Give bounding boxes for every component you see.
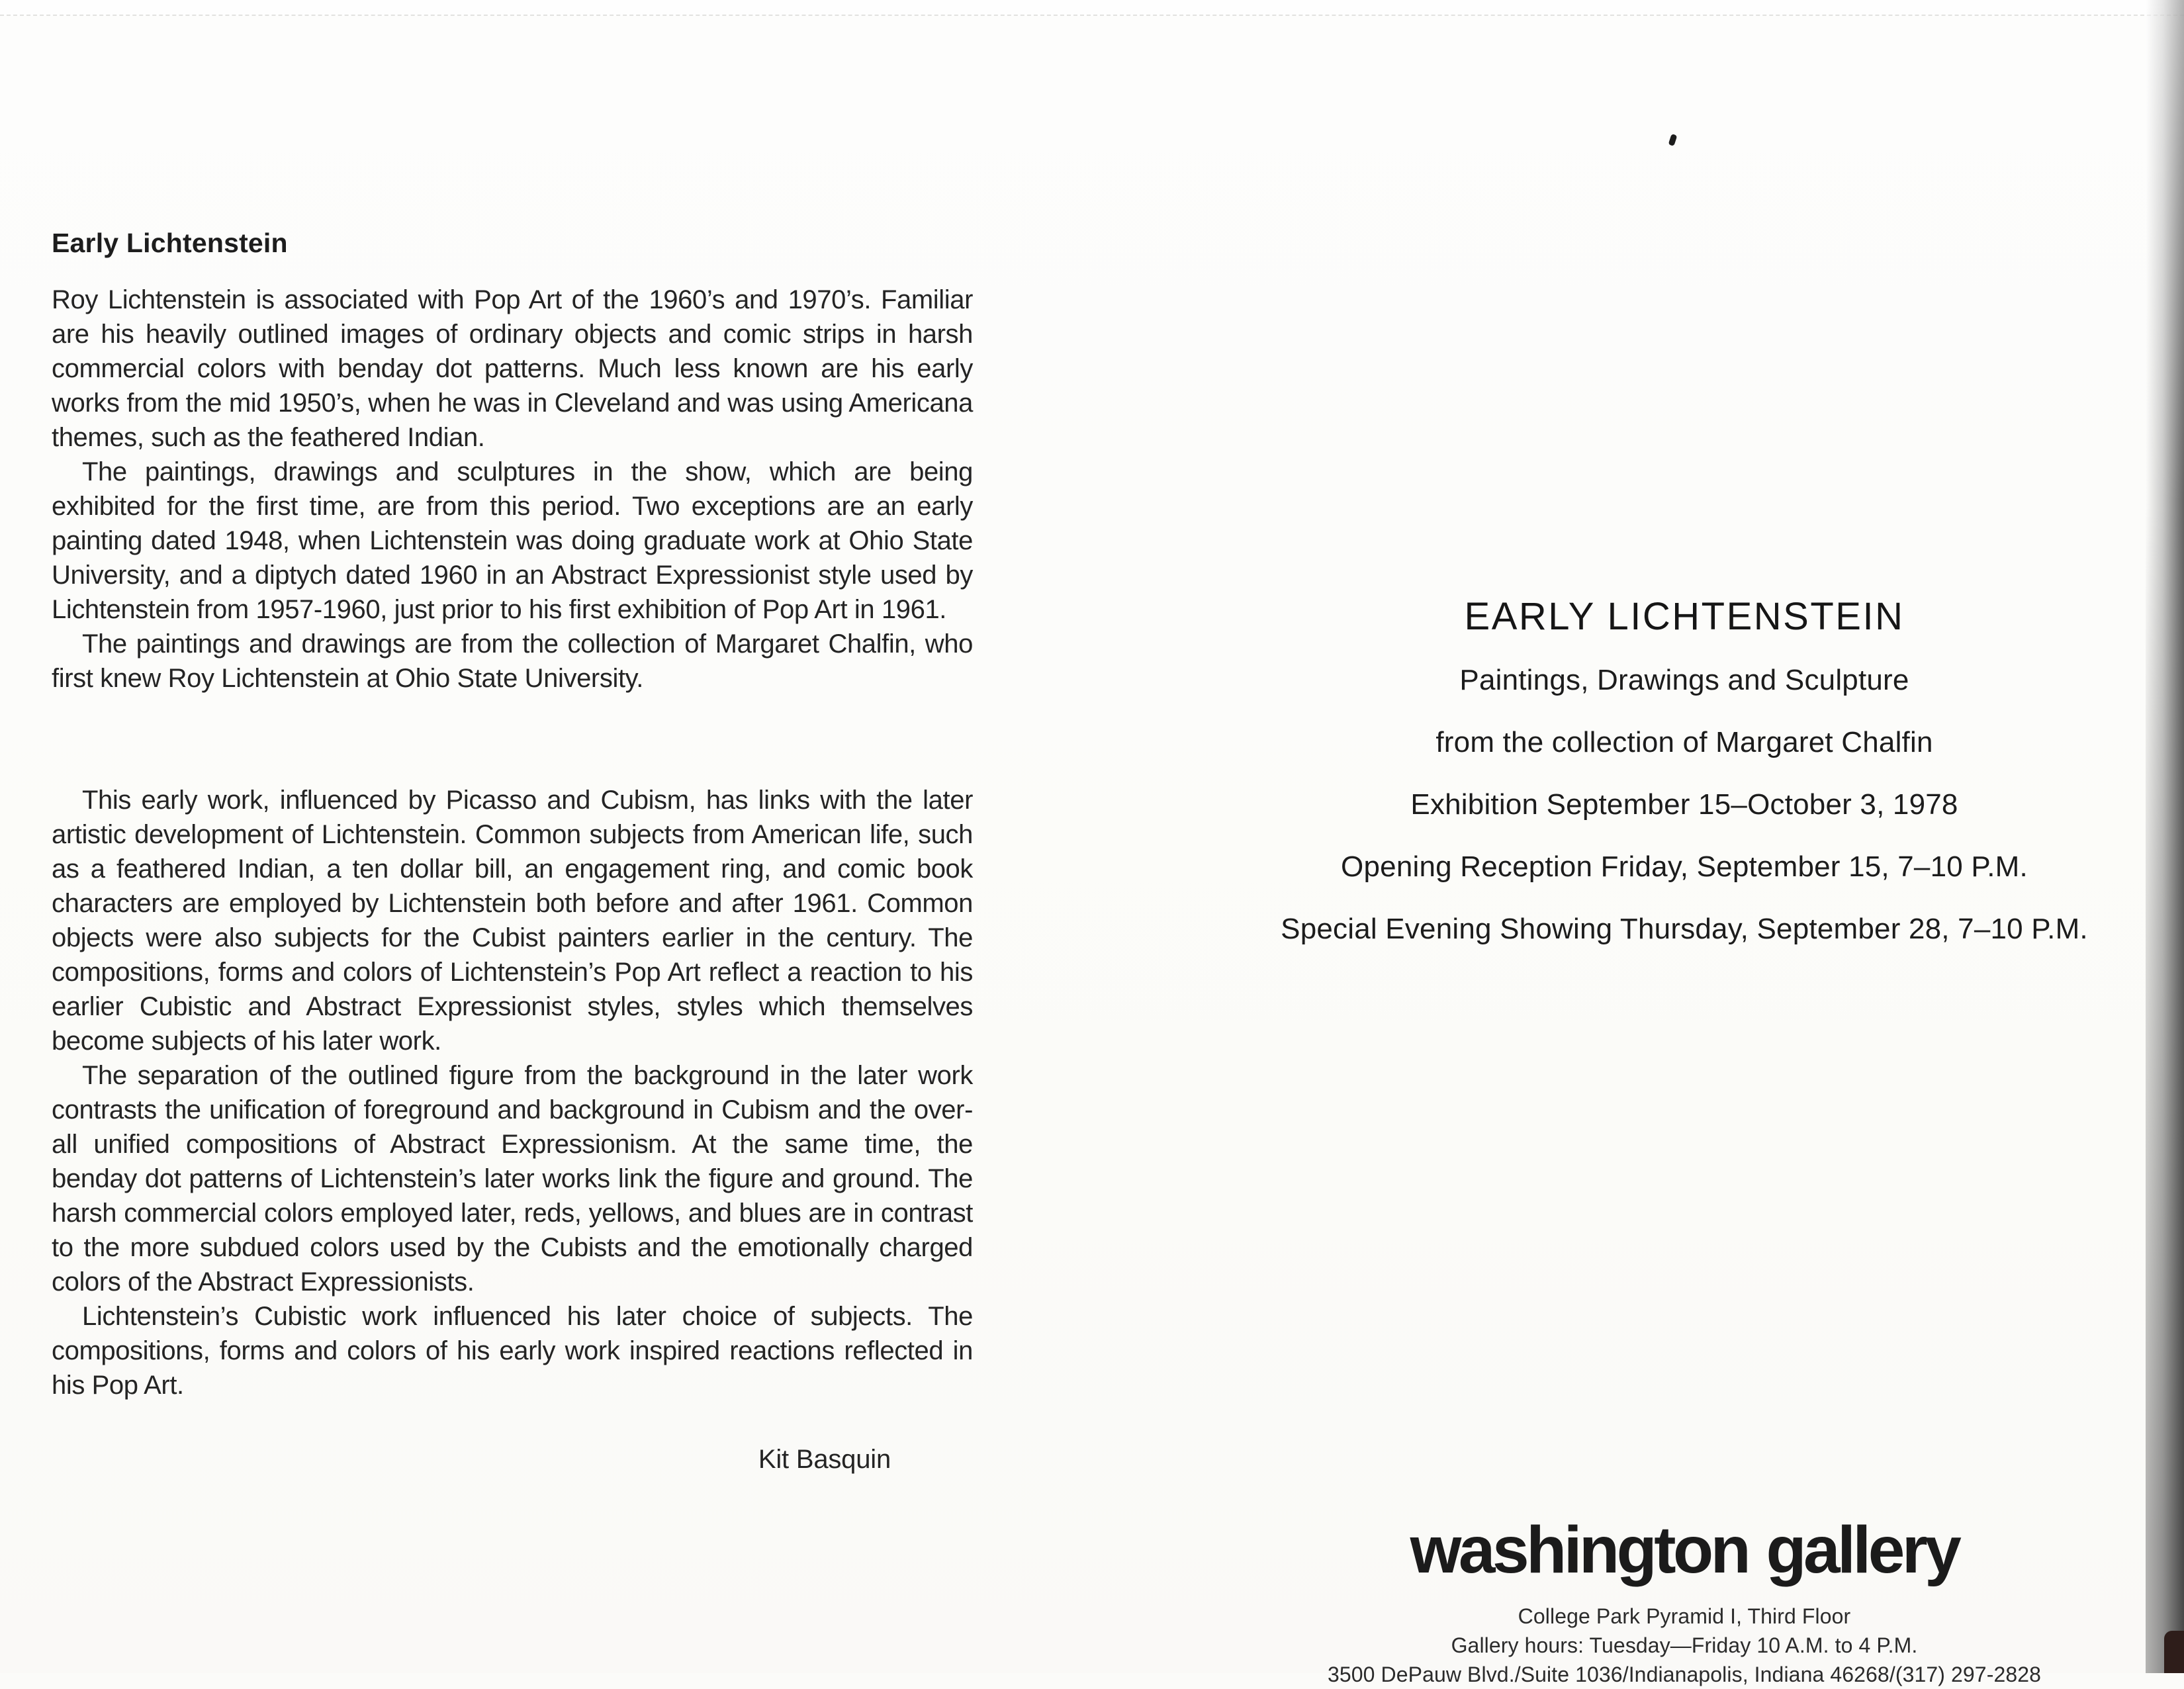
gallery-block <box>1195 1513 2174 1689</box>
essay-paragraph-2: The paintings, drawings and sculptures in the show, which are being exhibited for the first time, are from this period. Two exceptions are an early painting dated 1948, when Lichtenstein was doing graduate work at Ohio State University, and a diptych dated 1960 in an Abstract Expressionist style used by Lichtenstein from 1957-1960, just prior to his first exhibition of Pop Art in 1961. <box>52 457 973 624</box>
essay-signature: Kit Basquin <box>758 1445 891 1474</box>
exhibition-title: EARLY LICHTENSTEIN <box>1464 595 1905 638</box>
essay-paragraph-3: The paintings and drawings are from the collection of Margaret Chalfin, who first knew Roy Lichtenstein at Ohio State University. <box>52 629 973 693</box>
gallery-hours-line: Gallery hours: Tuesday—Friday 10 A.M. to 4 P.M. <box>1451 1633 1918 1657</box>
scan-top-edge <box>0 0 2184 16</box>
exhibition-dates-line: Exhibition September 15–October 3, 1978 <box>1410 788 1958 821</box>
essay-heading: Early Lichtenstein <box>52 228 288 258</box>
opening-reception-line: Opening Reception Friday, September 15, 7–10 P.M. <box>1341 850 2028 883</box>
special-showing-line: Special Evening Showing Thursday, September 28, 7–10 P.M. <box>1281 913 2088 945</box>
essay-paragraph-1: Roy Lichtenstein is associated with Pop Art of the 1960’s and 1970’s. Familiar are his heavily outlined images of ordinary objects and comic strips in harsh commercial colors with benday dot patterns. Much less known are his early works from the mid 1950’s, when he was in Cleveland and was using Americana themes, such as the feathered Indian. <box>52 285 973 452</box>
essay-paragraph-5: The separation of the outlined figure from the background in the later work contrasts the unification of foreground and background in Cubism and the over-all unified compositions of Abstract Expressionism. At the same time, the benday dot patterns of Lichtenstein’s later works link the figure and ground. The harsh commercial colors employed later, reds, yellows, and blues are in contrast to the more subdued colors used by the Cubists and the emotionally charged colors of the Abstract Expressionists. <box>52 1061 973 1297</box>
gallery-address-line: College Park Pyramid I, Third Floor <box>1518 1604 1851 1628</box>
essay-paragraph-6: Lichtenstein’s Cubistic work influenced his later choice of subjects. The compositions, forms and colors of his early work inspired reactions reflected in his Pop Art. <box>52 1302 973 1400</box>
right-page <box>1195 594 2174 975</box>
gallery-street-line-clipped: 3500 DePauw Blvd./Suite 1036/Indianapolis, Indiana 46268/(317) 297-2828 <box>1327 1663 2042 1686</box>
scan-corner-mark <box>2164 1631 2184 1673</box>
scan-right-edge-shadow <box>2146 0 2184 1673</box>
exhibition-collection-line: from the collection of Margaret Chalfin <box>1435 726 1933 758</box>
left-page <box>52 228 973 1475</box>
scan-speck <box>1668 134 1678 146</box>
essay-paragraph-4: This early work, influenced by Picasso and Cubism, has links with the later artistic development of Lichtenstein. Common subjects from American life, such as a feathered Indian, a ten dollar bill, an engagement ring, and comic book characters are employed by Lichtenstein both before and after 1961. Common objects were also subjects for the Cubist painters earlier in the century. The compositions, forms and colors of Lichtenstein’s Pop Art reflect a reaction to his earlier Cubistic and Abstract Expressionist styles, styles which themselves become subjects of his later work. <box>52 786 973 1056</box>
washington-gallery-logo: washington gallery <box>1410 1513 1959 1587</box>
exhibition-subtitle: Paintings, Drawings and Sculpture <box>1459 664 1909 696</box>
